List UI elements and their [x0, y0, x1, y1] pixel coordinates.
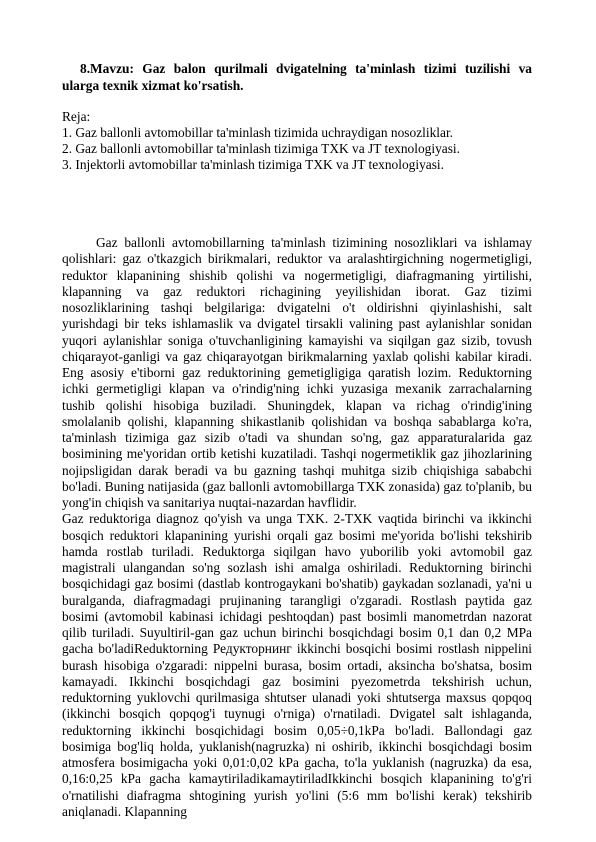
page-title: 8.Mavzu: Gaz balon qurilmali dvigatelning ta'minlash tizimi tuzilishi va ularga texnik xizmat ko'rsatish. — [62, 61, 532, 93]
plan-label: Reja: — [62, 109, 91, 124]
body-text — [62, 235, 532, 820]
plan-item: 3. Injektorli avtomobillar ta'minlash tizimiga TXK va JT texnologiyasi. — [62, 157, 444, 172]
body-paragraph: Gaz ballonli avtomobillarning ta'minlash tizimining nosozliklari va ishlamay qolishlari: gaz o'tkazgich birikmalari, reduktor va aralashtirgichning nogermetigligi, reduktor klapanining shishib qolishi va nogermetigligi, diafragmaning yirtilishi, klapanning va gaz reduktori richagining yeyilishidan iborat. Gaz tizimi nosozliklarining tashqi belgilariga: dvigatelni o't oldirishni qiyinlashishi, salt yurishdagi bir teks ishlamaslik va dvigatel tirsakli valining past aylanishlar sonidan yuqori aylanishlar soniga o'tuvchanligining kamayishi va siqilgan gaz sizib, tovush chiqarayot-ganligi va gaz chiqarayotgan birikmalarning yaxlab qolishi kabilar kiradi. Eng asosiy e'tiborni gaz reduktorining gemetigligiga qaratish lozim. Reduktorning ichki germetigligi klapan va o'rindig'ning ichki yuzasiga mexanik zarrachalarning tushib qolishi hisobiga buziladi. Shuningdek, klapan va richag o'rindig'ining smolalanib qolishi, klapanning shikastlanib qolishidan va boshqa sabablarga ko'ra, ta'minlash tizimiga gaz sizib o'tadi va shundan so'ng, gaz apparaturalarida gaz bosimining me'yoridan ortib ketishi kuzatiladi. Tashqi nogermetiklik gaz jihozlarining nojipsligidan darak beradi va bu gazning tashqi muhitga sizib chiqishiga sababchi bo'ladi. Buning natijasida (gaz ballonli avtomobillarga TXK zonasida) gaz to'planib, bu yong'in chiqish va sanitariya nuqtai-nazardan havflidir. — [62, 235, 532, 510]
plan-item: 1. Gaz ballonli avtomobillar ta'minlash tizimida uchraydigan nosozliklar. — [62, 125, 454, 140]
plan-section — [62, 109, 542, 173]
plan-item: 2. Gaz ballonli avtomobillar ta'minlash tizimiga TXK va JT texnologiyasi. — [62, 141, 460, 156]
body-paragraph: Gaz reduktoriga diagnoz qo'yish va unga TXK. 2-TXK vaqtida birinchi va ikkinchi bosqich reduktori klapanining yurishi orqali gaz bosimi me'yorida bo'lishi tekshirib hamda rostlab turiladi. Reduktorga siqilgan havo yuborilib yoki avtomobil gaz magistrali ulangandan so'ng sozlash ishi amalga oshiriladi. Reduktorning birinchi bosqichidagi gaz bosimi (dastlab kontrogaykani bo'shatib) gaykadan sozlanadi, ya'ni u buralganda, diafragmadagi prujinaning tarangligi o'zgaradi. Rostlash paytida gaz bosimi (avtomobil kabinasi ichidagi peshtoqdan) past bosimli manometrdan nazorat qilib turiladi. Suyultiril-gan gaz uchun birinchi bosqichdagi bosim 0,1 dan 0,2 MPa gacha bo'ladiReduktorning Редукторнинг ikkinchi bosqichi bosimi rostlash nippelini burash hisobiga o'zgaradi: nippelni burasa, bosim ortadi, aksincha bo'shatsa, bosim kamayadi. Ikkinchi bosqichdagi gaz bosimini pyezometrda tekshirish uchun, reduktorning yuklovchi qurilmasiga shtutser ulanadi yoki shtutserga maxsus qopqoq (ikkinchi bosqich qopqog'i tuynugi o'rniga) o'rnatiladi. Dvigatel salt ishlaganda, reduktorning ikkinchi bosqichidagi bosim 0,05÷0,1kPa bo'ladi. Ballondagi gaz bosimiga bog'liq holda, yuklanish(nagruzka) ni oshirib, ikkinchi bosqichdagi bosim atmosfera bosimigacha yoki 0,01:0,02 kPa gacha, to'la yuklanish (nagruzka) da esa, 0,16:0,25 kPa gacha kamaytiriladikamaytiriladIkkinchi bosqich klapanining to'g'ri o'rnatilishi diafragma shtogining yurish yo'lini (5:6 mm bo'lishi kerak) tekshirib aniqlanadi. Klapanning — [62, 511, 532, 819]
